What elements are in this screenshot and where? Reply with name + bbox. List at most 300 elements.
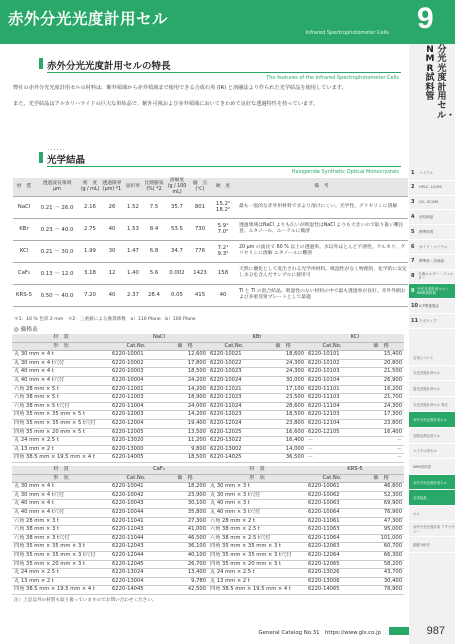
price-cell-shape2: 丸 30 mm × 3 t穴付 xyxy=(208,491,306,500)
spec-cell-density: 3.18 xyxy=(79,262,101,284)
price-cell-shape: 丸 30 mm × 4 t xyxy=(12,483,110,492)
price-cell-c3: 6220-11101 xyxy=(306,385,358,394)
price-cell-p1: 12,600 xyxy=(162,351,208,360)
price-cell-p2: 24,300 xyxy=(260,359,306,368)
price-heading: ◎ 価格表 xyxy=(14,325,38,333)
price-cell-p3: 15,400 xyxy=(358,351,404,360)
spec-cell-sol: 34.7 xyxy=(165,240,189,262)
spec-cell-range: 0.50 〜 40.0 xyxy=(35,284,79,306)
crystals-rule xyxy=(47,166,401,167)
spec-cell-hard: 158 xyxy=(211,262,235,284)
t2-price-label: 価 格 xyxy=(162,474,208,483)
section-link[interactable]: マイクロ用セル xyxy=(409,444,455,460)
price-row xyxy=(12,394,404,403)
spec-cell-sol: 53.5 xyxy=(165,218,189,240)
t2-material-label: 材 質 xyxy=(208,466,306,474)
price-cell-c1: 6220-10042 xyxy=(110,491,162,500)
col-range: 透過波長領域 μm xyxy=(35,178,79,196)
section-link[interactable]: 石英について xyxy=(409,350,455,366)
crystal-spec-table xyxy=(13,178,408,307)
price-cell-p2: 28,600 xyxy=(260,402,306,411)
col-refractive: 屈折率 xyxy=(123,178,143,196)
spec-cell-remark: 最も一般的な赤外用材料で水より溶けにくい。光学性、グリセリンに溶解 xyxy=(235,196,408,218)
sidebar-item-number: 4 xyxy=(411,213,415,220)
spec-row xyxy=(13,284,408,306)
t1-cat-label: Cat.No. xyxy=(208,342,260,351)
sidebar-item-label: HPLC, LC/MS xyxy=(419,185,442,190)
sidebar-item-6[interactable] xyxy=(409,240,455,255)
features-paragraph-2: また、光学結晶はアルカリハライドの巨大な単結晶で、紫外可視および赤外領域においてきわめて良好な透過特性を持っています。 xyxy=(13,101,319,107)
price-cell-shape: 六角 38 mm × 5 t xyxy=(12,394,110,403)
price-cell-c2: 6220-10061 xyxy=(306,483,358,492)
price-cell-shape: 六角 28 mm × 3 t xyxy=(12,517,110,526)
price-cell-shape: 四角 38.5 mm × 19.5 mm × 4 t xyxy=(12,586,110,595)
price-row xyxy=(12,526,404,535)
spec-cell-mp: 730 xyxy=(189,218,211,240)
t2-material-label: 材 質 xyxy=(12,466,110,474)
spec-notes: ＊1：10 % 色厚 2 mm ＊2：三重値による換算係数 a）110 Plane b）100 Plane xyxy=(14,317,196,322)
price-cell-p1: 27,300 xyxy=(162,517,208,526)
price-row xyxy=(12,445,404,454)
t2-material-caf2: CaF₂ xyxy=(110,466,208,474)
col-expansion: 比熱膨張 (%) *2 xyxy=(143,178,165,196)
price-cell-p2: 66,300 xyxy=(358,551,404,560)
section-link[interactable]: 振動分析法 xyxy=(409,537,455,553)
spec-cell-hard: 5.9¹ 7.0² xyxy=(211,218,235,240)
price-cell-p1: 11,200 xyxy=(162,437,208,446)
t1-price-label: 価 格 xyxy=(162,342,208,351)
sidebar-item-number: 7 xyxy=(411,258,415,265)
t1-price-label: 価 格 xyxy=(358,342,404,351)
price-cell-p2: 18,600 xyxy=(260,351,306,360)
price-cell-shape: 丸 13 mm × 2 t xyxy=(12,445,110,454)
price-row xyxy=(12,551,404,560)
price-cell-c3: 6220-11103 xyxy=(306,394,358,403)
t2-cat-label: Cat.No. xyxy=(110,474,162,483)
price-cell-c2: 6220-14065 xyxy=(306,586,358,595)
price-cell-p2: 69,900 xyxy=(358,500,404,509)
price-cell-p2: 16,400 xyxy=(260,437,306,446)
sidebar-item-number: 10 xyxy=(411,302,418,309)
section-link[interactable]: 分光光度計用セル 特注 xyxy=(409,397,455,413)
price-cell-c1: 6220-10043 xyxy=(110,500,162,509)
price-cell-p1: 18,500 xyxy=(162,368,208,377)
price-row xyxy=(12,483,404,492)
price-row xyxy=(12,376,404,385)
price-cell-p1: 40,100 xyxy=(162,551,208,560)
spec-cell-hard: 15.2¹ 18.2² xyxy=(211,196,235,218)
price-cell-c1: 6220-12044 xyxy=(110,551,162,560)
price-cell-shape2: 六角 28 mm × 2 t xyxy=(208,517,306,526)
price-cell-c1: 6220-10044 xyxy=(110,508,162,517)
price-cell-c3: 6220-10104 xyxy=(306,376,358,385)
price-row xyxy=(12,359,404,368)
price-cell-c3: － xyxy=(306,454,358,463)
price-cell-c2: 6220-10023 xyxy=(208,368,260,377)
price-cell-c3: 6220-10102 xyxy=(306,359,358,368)
sidebar-item-label: ラボウェア xyxy=(419,318,437,323)
t2-shape-label: 形 状 xyxy=(12,474,110,483)
price-cell-c1: 6220-10001 xyxy=(110,351,162,360)
price-cell-p3: 17,300 xyxy=(358,411,404,420)
price-cell-p3: 21,700 xyxy=(358,394,404,403)
price-cell-c3: － xyxy=(306,437,358,446)
price-cell-p2: 60,700 xyxy=(358,543,404,552)
price-cell-p1: 18,200 xyxy=(162,483,208,492)
spec-cell-exp: 7.5 xyxy=(143,196,165,218)
col-solubility: 溶解度 (g / 100 mL) xyxy=(165,178,189,196)
section-link[interactable]: 光路長測定用セル xyxy=(409,428,455,444)
features-heading: 赤外分光光度計用セルの特長 xyxy=(47,58,171,72)
price-cell-p1: 13,400 xyxy=(162,569,208,578)
price-cell-c2: 6220-12065 xyxy=(306,560,358,569)
sidebar-item-label: 標準物質 xyxy=(419,229,434,234)
price-cell-shape2: 四角 38.5 mm × 19.5 mm × 4 t xyxy=(208,586,306,595)
price-table-2 xyxy=(12,466,404,595)
crystals-heading: 光学結晶 xyxy=(47,152,85,166)
price-cell-c2: 6220-13002 xyxy=(208,445,260,454)
price-cell-p2: 46,800 xyxy=(358,483,404,492)
page-footer xyxy=(0,622,455,644)
price-cell-p1: 35,800 xyxy=(162,508,208,517)
sidebar-item-10[interactable] xyxy=(409,299,455,314)
spec-cell-remark: 透過領域はNaCl よりも広いが吸湿性はNaCl よりも大きいので取り扱い難注意。エタノール、エーテルに微溶 xyxy=(235,218,408,240)
spec-row xyxy=(13,262,408,284)
section-link[interactable]: 分光光度計用セル xyxy=(409,366,455,382)
section-link[interactable]: 光学結晶 xyxy=(409,490,455,506)
price-row xyxy=(12,500,404,509)
col-density: 密 度 (g / mL) xyxy=(79,178,101,196)
price-cell-shape: 四角 35 mm × 35 mm × 3 t穴付 xyxy=(12,551,110,560)
price-row xyxy=(12,428,404,437)
price-cell-shape2: 丸 40 mm × 3 t xyxy=(208,500,306,509)
price-cell-shape2: 丸 30 mm × 3 t xyxy=(208,483,306,492)
price-row xyxy=(12,543,404,552)
section-link[interactable]: 赤外分光光度計用セル xyxy=(409,475,455,491)
sidebar-item-label: バイアル xyxy=(419,170,434,175)
spec-cell-exp: 28.4 xyxy=(143,284,165,306)
price-cell-p3: － xyxy=(358,437,404,446)
price-cell-p2: 76,900 xyxy=(358,508,404,517)
price-cell-shape: 四角 35 mm × 20 mm × 3 t xyxy=(12,560,110,569)
col-hardness: 硬 度 xyxy=(211,178,235,196)
sidebar-item-1[interactable] xyxy=(409,166,455,181)
sidebar-item-number: 6 xyxy=(411,243,415,250)
spec-cell-mp: 801 xyxy=(189,196,211,218)
price-cell-p1: 18,500 xyxy=(162,454,208,463)
sidebar-item-3[interactable] xyxy=(409,196,455,211)
price-cell-shape: 丸 30 mm × 4 t穴付 xyxy=(12,359,110,368)
price-cell-c1: 6220-13000 xyxy=(110,445,162,454)
sidebar-item-number: 5 xyxy=(411,228,415,235)
t1-price-label: 価 格 xyxy=(260,342,306,351)
price-cell-c1: 6220-11004 xyxy=(110,402,162,411)
price-cell-p2: 18,500 xyxy=(260,411,306,420)
price-cell-shape2: 六角 38 mm × 2.5 t穴付 xyxy=(208,534,306,543)
sidebar-item-label: GC, GC/MS xyxy=(419,200,439,205)
catalog-info: General Catalog No.31 https://www.gls.co.jp xyxy=(258,630,381,636)
price-cell-p2: 78,900 xyxy=(358,586,404,595)
price-cell-p2: 24,300 xyxy=(260,368,306,377)
t2-shape-label: 形 状 xyxy=(208,474,306,483)
price-cell-p2: 58,200 xyxy=(358,560,404,569)
price-cell-shape: 四角 35 mm × 35 mm × 5 t xyxy=(12,411,110,420)
t1-shape-label: 形 状 xyxy=(12,342,110,351)
price-cell-p2: 30,400 xyxy=(358,577,404,586)
features-heading-en: The features of the Infrared Spectrophotometer Cells xyxy=(266,75,399,81)
t1-cat-label: Cat.No. xyxy=(110,342,162,351)
price-cell-shape2: 四角 35 mm × 20 mm × 3 t xyxy=(208,560,306,569)
spec-cell-mp: 776 xyxy=(189,240,211,262)
spec-cell-exp: 8.4 xyxy=(143,218,165,240)
sidebar-item-7[interactable] xyxy=(409,255,455,270)
price-cell-p1: 18,900 xyxy=(162,394,208,403)
price-cell-c2: 6220-13006 xyxy=(306,577,358,586)
price-cell-p1: 42,500 xyxy=(162,586,208,595)
price-cell-shape: 丸 13 mm × 2 t xyxy=(12,577,110,586)
price-cell-c2: 6220-11064 xyxy=(306,534,358,543)
price-cell-c2: 6220-12023 xyxy=(208,411,260,420)
section-link[interactable]: NMR試料管 xyxy=(409,459,455,475)
price-cell-p2: 47,300 xyxy=(358,517,404,526)
price-row xyxy=(12,560,404,569)
price-cell-shape: 四角 38.5 mm × 19.5 mm × 4 t xyxy=(12,454,110,463)
sidebar-item-label: ICP関連製品 xyxy=(419,303,440,308)
spec-cell-refr: 2.37 xyxy=(123,284,143,306)
price-cell-p1: 30,100 xyxy=(162,500,208,509)
price-cell-p3: 20,800 xyxy=(358,359,404,368)
price-cell-p1: 9,800 xyxy=(162,445,208,454)
col-ir-limit: 透過限界 (μm) *1 xyxy=(101,178,123,196)
section-links xyxy=(409,350,455,553)
price-cell-c2: 6220-11021 xyxy=(208,385,260,394)
price-cell-c1: 6220-10003 xyxy=(110,368,162,377)
price-cell-c3: 6220-11104 xyxy=(306,402,358,411)
price-cell-c1: 6220-10004 xyxy=(110,376,162,385)
spec-cell-range: 0.23 〜 40.0 xyxy=(35,218,79,240)
price-cell-c2: 6220-12024 xyxy=(208,419,260,428)
price-row xyxy=(12,368,404,377)
sidebar-item-11[interactable] xyxy=(409,314,455,329)
price-cell-p2: 101,000 xyxy=(358,534,404,543)
chapter-number-box xyxy=(409,0,455,44)
price-cell-c2: 6220-12064 xyxy=(306,551,358,560)
price-cell-p3: 16,200 xyxy=(358,385,404,394)
features-rule xyxy=(47,72,401,73)
price-cell-c1: 6220-13020 xyxy=(110,437,162,446)
price-cell-c2: 6220-11061 xyxy=(306,517,358,526)
price-row xyxy=(12,411,404,420)
chapter-title-line1: 分光光度計用セル・ xyxy=(437,45,455,121)
price-cell-p1: 46,500 xyxy=(162,534,208,543)
sidebar-item-label: 分光光度計用セル・NMR試料管 xyxy=(416,286,450,296)
spec-cell-sol: 35.7 xyxy=(165,196,189,218)
spec-cell-remark: Tl と Tl の混合結晶。吸湿性のない材料の中で最も透過率が良好。赤外外側および多重反射プレートとして最適 xyxy=(235,284,408,306)
price-cell-c1: 6220-11044 xyxy=(110,534,162,543)
spec-cell-range: 0.13 〜 12.0 xyxy=(35,262,79,284)
sidebar-item-number: 11 xyxy=(411,317,418,324)
price-cell-c3: 6220-12104 xyxy=(306,419,358,428)
price-row xyxy=(12,517,404,526)
spec-row xyxy=(13,240,408,262)
price-cell-c1: 6220-13004 xyxy=(110,577,162,586)
price-cell-c2: 6220-11023 xyxy=(208,394,260,403)
price-cell-p2: 43,700 xyxy=(358,569,404,578)
sidebar-item-5[interactable] xyxy=(409,225,455,240)
t1-material-kcl: KCl xyxy=(306,334,404,342)
spec-cell-density: 7.20 xyxy=(79,284,101,306)
price-cell-p2: 14,000 xyxy=(260,445,306,454)
spec-cell-ir: 40 xyxy=(101,284,123,306)
spec-cell-exp: 5.6 xyxy=(143,262,165,284)
price-cell-shape: 丸 40 mm × 4 t xyxy=(12,500,110,509)
price-cell-c3: 6220-12103 xyxy=(306,411,358,420)
t2-price-label: 価 格 xyxy=(358,474,404,483)
price-cell-c3: 6220-10103 xyxy=(306,368,358,377)
dot-ornament xyxy=(47,148,65,151)
spec-cell-material: KBr xyxy=(13,218,35,240)
t1-material-nacl: NaCl xyxy=(110,334,208,342)
price-cell-shape: 四角 35 mm × 35 mm × 5 t穴付 xyxy=(12,419,110,428)
price-cell-p3: 16,400 xyxy=(358,428,404,437)
price-cell-c1: 6220-13024 xyxy=(110,569,162,578)
price-cell-c2: 6220-12025 xyxy=(208,428,260,437)
section-link[interactable]: 蛍光光度計用セル xyxy=(409,381,455,397)
price-row xyxy=(12,491,404,500)
section-link[interactable]: 赤外分光光度計用 アクセサリー xyxy=(409,522,455,538)
price-cell-p2: 23,800 xyxy=(260,419,306,428)
spec-cell-hard: 7.2¹ 9.3² xyxy=(211,240,235,262)
spec-cell-ir: 26 xyxy=(101,196,123,218)
features-paragraph-1: 弊社の赤外分光光度計用セルの材料は、紫外領域から赤外領域まで使用できる合成石英 (IR) と溶融法より作られた光学結晶を使用しています。 xyxy=(13,85,347,91)
price-row xyxy=(12,437,404,446)
sidebar-item-8[interactable] xyxy=(409,270,455,285)
price-row xyxy=(12,385,404,394)
price-cell-shape: 丸 40 mm × 4 t xyxy=(12,368,110,377)
price-cell-c2: 6220-12063 xyxy=(306,543,358,552)
price-cell-shape2: 丸 40 mm × 3 t穴付 xyxy=(208,508,306,517)
price-row xyxy=(12,569,404,578)
price-cell-p2: 36,500 xyxy=(260,454,306,463)
price-cell-p1: 24,000 xyxy=(162,402,208,411)
price-cell-p1: 13,500 xyxy=(162,428,208,437)
price-cell-c1: 6220-10041 xyxy=(110,483,162,492)
price-cell-c3: － xyxy=(306,445,358,454)
sidebar-item-label: ガイド・マイクロ xyxy=(419,244,448,249)
price-cell-shape: 丸 40 mm × 4 t穴付 xyxy=(12,508,110,517)
t2-material-krs5: KRS-5 xyxy=(306,466,404,474)
price-cell-p2: 23,500 xyxy=(260,394,306,403)
chapter-vertical-title xyxy=(413,45,455,166)
price-cell-shape: 四角 35 mm × 20 mm × 5 t xyxy=(12,428,110,437)
spec-cell-material: NaCl xyxy=(13,196,35,218)
price-cell-c2: 6220-11063 xyxy=(306,526,358,535)
sidebar-item-number: 1 xyxy=(411,169,415,176)
sidebar-item-9[interactable] xyxy=(409,284,455,299)
col-remarks: 備 考 xyxy=(235,178,408,196)
price-cell-c3: 6220-12105 xyxy=(306,428,358,437)
price-cell-p2: 17,100 xyxy=(260,385,306,394)
chapter-title-line2: NMR試料管 xyxy=(425,45,435,103)
sidebar-item-label: 前処理品 xyxy=(419,214,434,219)
header-bar xyxy=(0,0,409,44)
page-title: 赤外分光光度計用セル xyxy=(8,10,169,28)
price-row xyxy=(12,577,404,586)
price-row xyxy=(12,534,404,543)
price-cell-c1: 6220-11041 xyxy=(110,517,162,526)
t2-cat-label: Cat.No. xyxy=(306,474,358,483)
price-cell-shape: 丸 30 mm × 4 t穴付 xyxy=(12,491,110,500)
price-cell-c2: 6220-10022 xyxy=(208,359,260,368)
col-material: 材 質 xyxy=(13,178,35,196)
spec-cell-range: 0.21 〜 26.0 xyxy=(35,196,79,218)
spec-cell-remark: 天然に優化として産出される光学用材料。吸湿性がなく物理的、化学的に安定し水分を含んだサンプルに使用可 xyxy=(235,262,408,284)
price-cell-p1: 26,700 xyxy=(162,560,208,569)
price-cell-shape: 六角 38 mm × 3 t穴付 xyxy=(12,534,110,543)
spec-cell-material: KCl xyxy=(13,240,35,262)
price-cell-p1: 17,800 xyxy=(162,359,208,368)
section-link[interactable]: セル xyxy=(409,506,455,522)
sidebar-item-4[interactable] xyxy=(409,210,455,225)
price-cell-c2: 6220-10063 xyxy=(306,500,358,509)
price-cell-p2: 52,300 xyxy=(358,491,404,500)
price-cell-shape2: 六角 38 mm × 2.5 t xyxy=(208,526,306,535)
price-cell-shape: 丸 24 mm × 2.5 t xyxy=(12,569,110,578)
section-link[interactable]: 赤外分光光度計用セル xyxy=(409,412,455,428)
price-table-1 xyxy=(12,334,404,463)
price-row xyxy=(12,454,404,463)
spec-cell-density: 1.99 xyxy=(79,240,101,262)
price-cell-c1: 6220-14005 xyxy=(110,454,162,463)
price-cell-c1: 6220-12045 xyxy=(110,560,162,569)
price-cell-p3: 21,500 xyxy=(358,368,404,377)
sidebar-item-number: 8 xyxy=(411,273,415,280)
spec-cell-refr: 1.52 xyxy=(123,196,143,218)
price-cell-c2: 6220-14025 xyxy=(208,454,260,463)
spec-cell-ir: 12 xyxy=(101,262,123,284)
price-row xyxy=(12,419,404,428)
spec-cell-hard: 40 xyxy=(211,284,235,306)
price-cell-p1: 36,100 xyxy=(162,543,208,552)
price-cell-c1: 6220-11043 xyxy=(110,526,162,535)
price-cell-p3: 23,800 xyxy=(358,419,404,428)
price-cell-c1: 6220-10002 xyxy=(110,359,162,368)
price-cell-c1: 6220-12004 xyxy=(110,419,162,428)
price-cell-p1: 24,200 xyxy=(162,376,208,385)
price-cell-c2: 6220-13026 xyxy=(306,569,358,578)
sidebar-item-number: 2 xyxy=(411,184,415,191)
price-cell-c1: 6220-14045 xyxy=(110,586,162,595)
spec-cell-ir: 30 xyxy=(101,240,123,262)
price-row xyxy=(12,586,404,595)
price-cell-c1: 6220-11001 xyxy=(110,385,162,394)
spec-cell-exp: 6.8 xyxy=(143,240,165,262)
price-cell-shape2: 丸 24 mm × 2.5 t xyxy=(208,569,306,578)
sidebar-item-number: 9 xyxy=(411,287,415,294)
spec-cell-mp: 1423 xyxy=(189,262,211,284)
price-cell-c2: 6220-10062 xyxy=(306,491,358,500)
sidebar-item-number: 3 xyxy=(411,199,415,206)
spec-cell-sol: 0.002 xyxy=(165,262,189,284)
price-cell-shape: 丸 24 mm × 2.5 t xyxy=(12,437,110,446)
spec-cell-mp: 415 xyxy=(189,284,211,306)
sidebar-item-2[interactable] xyxy=(409,181,455,196)
spec-cell-sol: 0.05 xyxy=(165,284,189,306)
spec-cell-remark: 20 μm の波長で 60 % 以上の透過率。水以外ほとんど不溶性。アルカリ、グリセリンに溶解 エタノールに難溶 xyxy=(235,240,408,262)
t1-material-label: 材 質 xyxy=(12,334,110,342)
footer-accent-bar xyxy=(389,627,409,635)
price-cell-p1: 19,400 xyxy=(162,419,208,428)
